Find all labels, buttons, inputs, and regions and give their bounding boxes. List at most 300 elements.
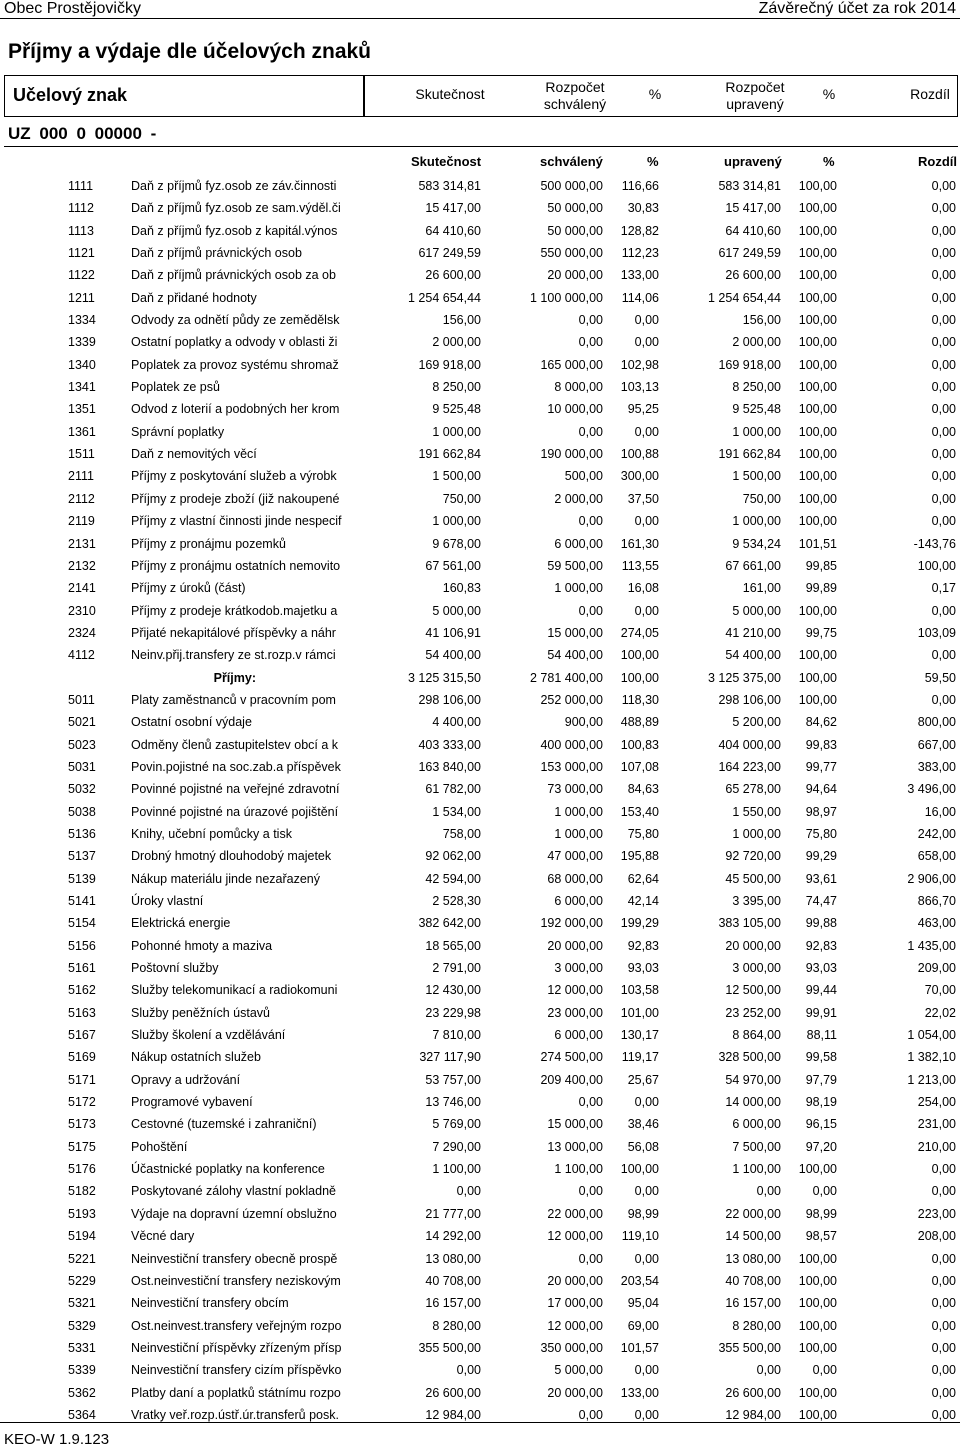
row-rozdil: 242,00 [917,826,956,841]
table-row [0,443,960,465]
table-row [0,823,960,845]
row-upraveny: 617 249,59 [718,246,781,261]
row-pct2: 100,00 [798,1318,837,1333]
row-upraveny: 8 864,00 [732,1028,781,1043]
row-pct1: 37,50 [627,491,659,506]
row-name: Daň z příjmů fyz.osob ze záv.činnosti [131,179,337,193]
row-pct2: 100,00 [798,692,837,707]
table-row [0,421,960,443]
row-code: 1361 [68,424,96,439]
row-skutecnost: 1 100,00 [432,1162,481,1177]
row-skutecnost: 92 062,00 [425,849,481,864]
row-skutecnost: 67 561,00 [425,558,481,573]
row-name: Platy zaměstnanců v pracovním pom [131,692,336,707]
row-pct1: 95,25 [627,402,659,417]
row-schvaleny: 6 000,00 [554,894,603,908]
row-pct2: 93,03 [805,961,837,976]
row-upraveny: 12 984,00 [725,1407,781,1422]
row-upraveny: 64 410,60 [725,223,781,238]
row-name: Daň z nemovitých věcí [131,447,257,462]
row-skutecnost: 13 746,00 [425,1095,481,1110]
row-upraveny: 169 918,00 [718,357,781,372]
row-pct1: 56,08 [627,1139,659,1154]
row-upraveny: 3 125 375,00 [708,670,781,685]
row-pct1: 133,00 [620,268,659,283]
row-upraveny: 383 105,00 [718,916,781,931]
th-skutecnost: Skutečnost [411,154,482,169]
row-rozdil: 866,70 [917,894,956,908]
row-pct2: 99,44 [805,983,837,998]
row-pct2: 100,00 [798,1296,837,1311]
table-row [0,778,960,800]
row-pct1: 98,99 [627,1206,659,1221]
row-schvaleny: 1 000,00 [554,826,603,841]
row-skutecnost: 156,00 [442,313,481,328]
row-schvaleny: 1 000,00 [554,804,603,819]
row-pct2: 100,00 [798,670,837,685]
col-pct2: % [822,86,836,102]
row-schvaleny: 2 781 400,00 [530,670,603,685]
table-row [0,734,960,756]
row-schvaleny: 17 000,00 [547,1296,603,1311]
row-schvaleny: 54 400,00 [547,648,603,663]
row-pct1: 0,00 [634,424,659,439]
row-schvaleny: 400 000,00 [540,737,603,752]
row-skutecnost: 12 430,00 [425,983,481,998]
row-rozdil: 0,00 [931,1407,956,1422]
row-code: 5229 [68,1273,96,1288]
row-skutecnost: 1 000,00 [432,514,481,529]
row-upraveny: 26 600,00 [725,1385,781,1400]
table-row [0,801,960,823]
row-upraveny: 14 500,00 [725,1229,781,1244]
row-upraveny: 1 000,00 [732,424,781,439]
row-schvaleny: 1 100 000,00 [530,290,603,305]
row-name: Příjmy z prodeje krátkodob.majetku a [131,603,338,618]
row-schvaleny: 0,00 [578,1407,603,1422]
row-pct2: 0,00 [812,1363,837,1378]
row-pct2: 99,77 [805,759,837,774]
row-name: Služby telekomunikací a radiokomuni [131,983,338,998]
row-name: Příjmy: [213,670,256,685]
row-name: Povinné pojistné na úrazové pojištění [131,804,339,819]
row-rozdil: 0,00 [931,201,956,216]
divider [4,146,958,147]
row-rozdil: 667,00 [917,737,956,752]
row-rozdil: 0,00 [931,1318,956,1333]
row-name: Příjmy z poskytování služeb a výrobk [131,469,337,484]
row-code: 2141 [68,581,96,596]
row-pct2: 100,00 [798,402,837,417]
row-code: 5136 [68,826,96,841]
row-code: 1111 [68,179,94,193]
row-schvaleny: 900,00 [564,715,603,730]
row-pct2: 100,00 [798,1162,837,1177]
row-name: Příjmy z prodeje zboží (již nakoupené [131,491,340,506]
table-row [0,979,960,1001]
footer-divider [0,1422,960,1423]
row-rozdil: 0,00 [931,514,956,529]
row-schvaleny: 1 000,00 [554,581,603,596]
row-upraveny: 22 000,00 [725,1206,781,1221]
row-schvaleny: 550 000,00 [540,246,603,261]
row-code: 5038 [68,804,96,819]
row-upraveny: 1 000,00 [732,826,781,841]
row-rozdil: 0,00 [931,424,956,439]
row-rozdil: 383,00 [917,759,956,774]
row-name: Příjmy z úroků (část) [131,581,246,596]
table-row [0,1337,960,1359]
table-row [0,1225,960,1247]
row-code: 5172 [68,1095,96,1110]
table-row [0,264,960,286]
row-pct2: 99,89 [805,581,837,596]
row-pct1: 0,00 [634,1251,659,1266]
row-code: 5182 [68,1184,96,1199]
row-rozdil: 0,00 [931,357,956,372]
row-pct2: 101,51 [798,536,837,551]
row-schvaleny: 12 000,00 [547,1229,603,1244]
row-rozdil: 0,00 [931,648,956,663]
row-upraveny: 191 662,84 [718,447,781,462]
row-name: Odměny členů zastupitelstev obcí a k [131,737,339,752]
th-pct1: % [647,154,659,169]
page-header [0,0,960,19]
table-row [0,1248,960,1270]
row-code: 5362 [68,1385,96,1400]
row-schvaleny: 6 000,00 [554,536,603,551]
row-upraveny: 9 534,24 [732,536,781,551]
row-skutecnost: 13 080,00 [425,1251,481,1266]
row-pct1: 119,17 [621,1050,659,1065]
row-pct2: 97,79 [805,1072,837,1087]
row-schvaleny: 20 000,00 [547,268,603,283]
row-skutecnost: 298 106,00 [418,692,481,707]
row-upraveny: 20 000,00 [725,938,781,953]
row-skutecnost: 750,00 [442,491,481,506]
row-pct2: 100,00 [798,179,837,193]
table-row [0,1180,960,1202]
row-pct1: 274,05 [620,625,659,640]
row-rozdil: 100,00 [917,558,956,573]
row-pct2: 96,15 [805,1117,837,1132]
table-row [0,756,960,778]
row-upraveny: 7 500,00 [732,1139,781,1154]
row-schvaleny: 252 000,00 [540,692,603,707]
row-schvaleny: 0,00 [578,1095,603,1110]
row-pct1: 30,83 [627,201,659,216]
row-pct1: 118,30 [621,692,659,707]
row-pct1: 113,55 [621,558,659,573]
row-rozdil: 0,00 [931,1273,956,1288]
row-schvaleny: 20 000,00 [547,1385,603,1400]
row-schvaleny: 192 000,00 [540,916,603,931]
row-rozdil: 0,00 [931,290,956,305]
row-name: Povin.pojistné na soc.zab.a příspěvek [131,759,341,774]
row-rozdil: 0,00 [931,447,956,462]
table-row [0,1113,960,1135]
row-name: Daň z příjmů fyz.osob ze sam.výděl.či [131,201,341,216]
row-skutecnost: 1 500,00 [432,469,481,484]
row-skutecnost: 191 662,84 [418,447,481,462]
table-row [0,1359,960,1381]
row-skutecnost: 382 642,00 [418,916,481,931]
row-pct1: 0,00 [634,1184,659,1199]
row-name: Pohonné hmoty a maziva [131,938,273,953]
table-row [0,689,960,711]
row-code: 4112 [68,648,95,663]
row-skutecnost: 617 249,59 [418,246,481,261]
row-pct1: 0,00 [634,313,659,328]
row-upraveny: 9 525,48 [732,402,781,417]
row-code: 5162 [68,983,96,998]
row-name: Přijaté nekapitálové příspěvky a náhr [131,625,336,640]
row-rozdil: 0,17 [931,581,956,596]
row-upraveny: 8 280,00 [732,1318,781,1333]
row-upraveny: 45 500,00 [725,871,781,886]
row-skutecnost: 54 400,00 [425,648,481,663]
row-pct2: 75,80 [805,826,837,841]
row-rozdil: 0,00 [931,179,956,193]
row-code: 5137 [68,849,96,864]
row-schvaleny: 0,00 [578,335,603,350]
row-schvaleny: 12 000,00 [547,1318,603,1333]
row-name: Úroky vlastní [131,894,204,908]
row-name: Knihy, učební pomůcky a tisk [131,826,292,841]
row-rozdil: 1 382,10 [907,1050,956,1065]
row-pct2: 100,00 [798,268,837,283]
row-upraveny: 13 080,00 [725,1251,781,1266]
row-pct1: 161,30 [620,536,659,551]
row-skutecnost: 16 157,00 [425,1296,481,1311]
row-pct2: 100,00 [798,380,837,395]
row-rozdil: 0,00 [931,1363,956,1378]
table-row [0,331,960,353]
row-upraveny: 6 000,00 [732,1117,781,1132]
row-rozdil: 0,00 [931,603,956,618]
row-upraveny: 1 254 654,44 [708,290,781,305]
row-pct1: 103,13 [620,380,659,395]
row-name: Pohoštění [131,1139,188,1154]
row-code: 1211 [68,290,95,305]
row-name: Ost.neinvest.transfery veřejným rozpo [131,1318,342,1333]
row-upraveny: 750,00 [742,491,781,506]
row-skutecnost: 5 000,00 [432,603,481,618]
table-row [0,175,960,197]
table-row [0,868,960,890]
row-pct2: 100,00 [798,1385,837,1400]
row-pct2: 100,00 [798,469,837,484]
row-name: Příjmy z pronájmu ostatních nemovito [131,558,341,573]
row-pct1: 130,17 [620,1028,659,1043]
row-rozdil: 0,00 [931,246,956,261]
row-pct1: 84,63 [627,782,659,797]
row-schvaleny: 209 400,00 [540,1072,603,1087]
row-skutecnost: 355 500,00 [418,1340,481,1355]
row-code: 5139 [68,871,96,886]
row-name: Ostatní poplatky a odvody v oblasti ži [131,335,338,350]
row-rozdil: 1 435,00 [907,938,956,953]
row-schvaleny: 20 000,00 [547,938,603,953]
row-upraveny: 1 000,00 [732,514,781,529]
row-skutecnost: 1 534,00 [432,804,481,819]
row-code: 5175 [68,1139,96,1154]
row-code: 5329 [68,1318,96,1333]
row-pct1: 0,00 [634,1363,659,1378]
row-pct2: 99,29 [805,849,837,864]
row-name: Neinvestiční transfery obecně prospě [131,1251,338,1266]
row-name: Poplatek ze psů [131,380,220,395]
row-skutecnost: 583 314,81 [418,179,481,193]
row-code: 2111 [68,469,94,484]
row-pct2: 94,64 [805,782,837,797]
row-pct1: 119,10 [621,1229,659,1244]
row-upraveny: 328 500,00 [718,1050,781,1065]
row-schvaleny: 22 000,00 [547,1206,603,1221]
row-pct1: 153,40 [620,804,659,819]
row-pct1: 0,00 [634,1095,659,1110]
row-upraveny: 164 223,00 [718,759,781,774]
row-upraveny: 41 210,00 [725,625,781,640]
row-schvaleny: 73 000,00 [547,782,603,797]
row-skutecnost: 2 000,00 [432,335,481,350]
row-rozdil: 209,00 [917,961,956,976]
row-schvaleny: 500,00 [564,469,603,484]
row-pct2: 88,11 [806,1028,837,1043]
table-row [0,220,960,242]
row-pct2: 100,00 [798,201,837,216]
row-name: Poskytované zálohy vlastní pokladně [131,1184,336,1199]
row-skutecnost: 169 918,00 [418,357,481,372]
col-rozpocet-schvaleny: Rozpočet schválený [543,79,607,112]
row-skutecnost: 26 600,00 [425,1385,481,1400]
row-rozdil: -143,76 [913,536,956,551]
row-rozdil: 22,02 [924,1005,956,1020]
row-pct2: 99,83 [805,737,837,752]
row-skutecnost: 9 525,48 [432,402,481,417]
table-row [0,1292,960,1314]
row-name: Daň z příjmů právnických osob [131,246,302,261]
row-code: 5154 [68,916,96,931]
row-upraveny: 67 661,00 [725,558,781,573]
table-row [0,533,960,555]
row-pct1: 100,00 [620,648,659,663]
row-code: 5339 [68,1363,96,1378]
row-upraveny: 355 500,00 [718,1340,781,1355]
table-row [0,376,960,398]
table-row [0,242,960,264]
row-rozdil: 223,00 [917,1206,956,1221]
row-code: 5194 [68,1229,96,1244]
table-row [0,912,960,934]
row-rozdil: 0,00 [931,380,956,395]
row-pct1: 75,80 [627,826,659,841]
row-skutecnost: 21 777,00 [425,1206,481,1221]
row-pct1: 488,89 [620,715,659,730]
row-pct2: 0,00 [812,1184,837,1199]
row-rozdil: 0,00 [931,491,956,506]
row-pct1: 116,66 [621,179,659,193]
row-rozdil: 463,00 [917,916,956,931]
table-row [0,845,960,867]
table-row [0,890,960,912]
row-code: 1339 [68,335,96,350]
row-rozdil: 0,00 [931,1340,956,1355]
row-schvaleny: 5 000,00 [554,1363,603,1378]
row-skutecnost: 40 708,00 [425,1273,481,1288]
row-rozdil: 70,00 [924,983,956,998]
row-pct2: 100,00 [798,447,837,462]
row-name: Nákup materiálu jinde nezařazený [131,871,320,886]
table-row [0,1046,960,1068]
th-pct2: % [823,154,835,169]
row-code: 5176 [68,1162,96,1177]
row-upraveny: 1 100,00 [732,1162,781,1177]
row-pct2: 93,61 [805,871,837,886]
row-pct2: 74,47 [805,894,837,908]
row-schvaleny: 2 000,00 [554,491,603,506]
row-name: Neinvestiční příspěvky zřízeným přísp [131,1340,342,1355]
row-skutecnost: 12 984,00 [425,1407,481,1422]
row-pct2: 97,20 [805,1139,837,1154]
row-pct2: 98,57 [805,1229,837,1244]
row-upraveny: 26 600,00 [725,268,781,283]
row-rozdil: 0,00 [931,313,956,328]
row-rozdil: 59,50 [924,670,956,685]
col-rozpocet-upraveny: Rozpočet upravený [725,79,785,112]
row-name: Daň z příjmů právnických osob za ob [131,268,336,283]
row-schvaleny: 15 000,00 [547,625,603,640]
row-schvaleny: 0,00 [578,514,603,529]
row-upraveny: 92 720,00 [725,849,781,864]
table-row [0,1382,960,1404]
row-pct1: 0,00 [634,514,659,529]
row-schvaleny: 47 000,00 [547,849,603,864]
row-code: 5032 [68,782,96,797]
row-pct2: 98,97 [805,804,837,819]
row-upraveny: 1 500,00 [732,469,781,484]
table-row [0,1024,960,1046]
row-pct1: 38,46 [627,1117,659,1132]
row-skutecnost: 163 840,00 [418,759,481,774]
row-rozdil: 658,00 [917,849,956,864]
table-row [0,1158,960,1180]
row-name: Platby daní a poplatků státnímu rozpo [131,1385,341,1400]
row-pct1: 42,14 [627,894,659,908]
table-row [0,957,960,979]
col-rozdil: Rozdíl [910,86,950,102]
row-name: Cestovné (tuzemské i zahraniční) [131,1117,317,1132]
table-row [0,1069,960,1091]
row-skutecnost: 23 229,98 [425,1005,481,1020]
row-skutecnost: 42 594,00 [425,871,481,886]
table-column-headers [0,154,960,172]
row-name: Příjmy z vlastní činnosti jinde nespecif [131,514,342,529]
row-name: Daň z příjmů fyz.osob z kapitál.výnos [131,223,338,238]
row-skutecnost: 2 791,00 [432,961,481,976]
row-pct2: 100,00 [798,223,837,238]
header-divider [363,76,365,116]
row-skutecnost: 1 000,00 [432,424,481,439]
row-name: Daň z přidané hodnoty [131,290,257,305]
row-pct2: 84,62 [805,715,837,730]
row-skutecnost: 4 400,00 [432,715,481,730]
row-code: 5364 [68,1407,96,1422]
table-row [0,465,960,487]
row-name: Neinv.přij.transfery ze st.rozp.v rámci [131,648,336,663]
row-schvaleny: 12 000,00 [547,983,603,998]
row-pct1: 103,58 [620,983,659,998]
